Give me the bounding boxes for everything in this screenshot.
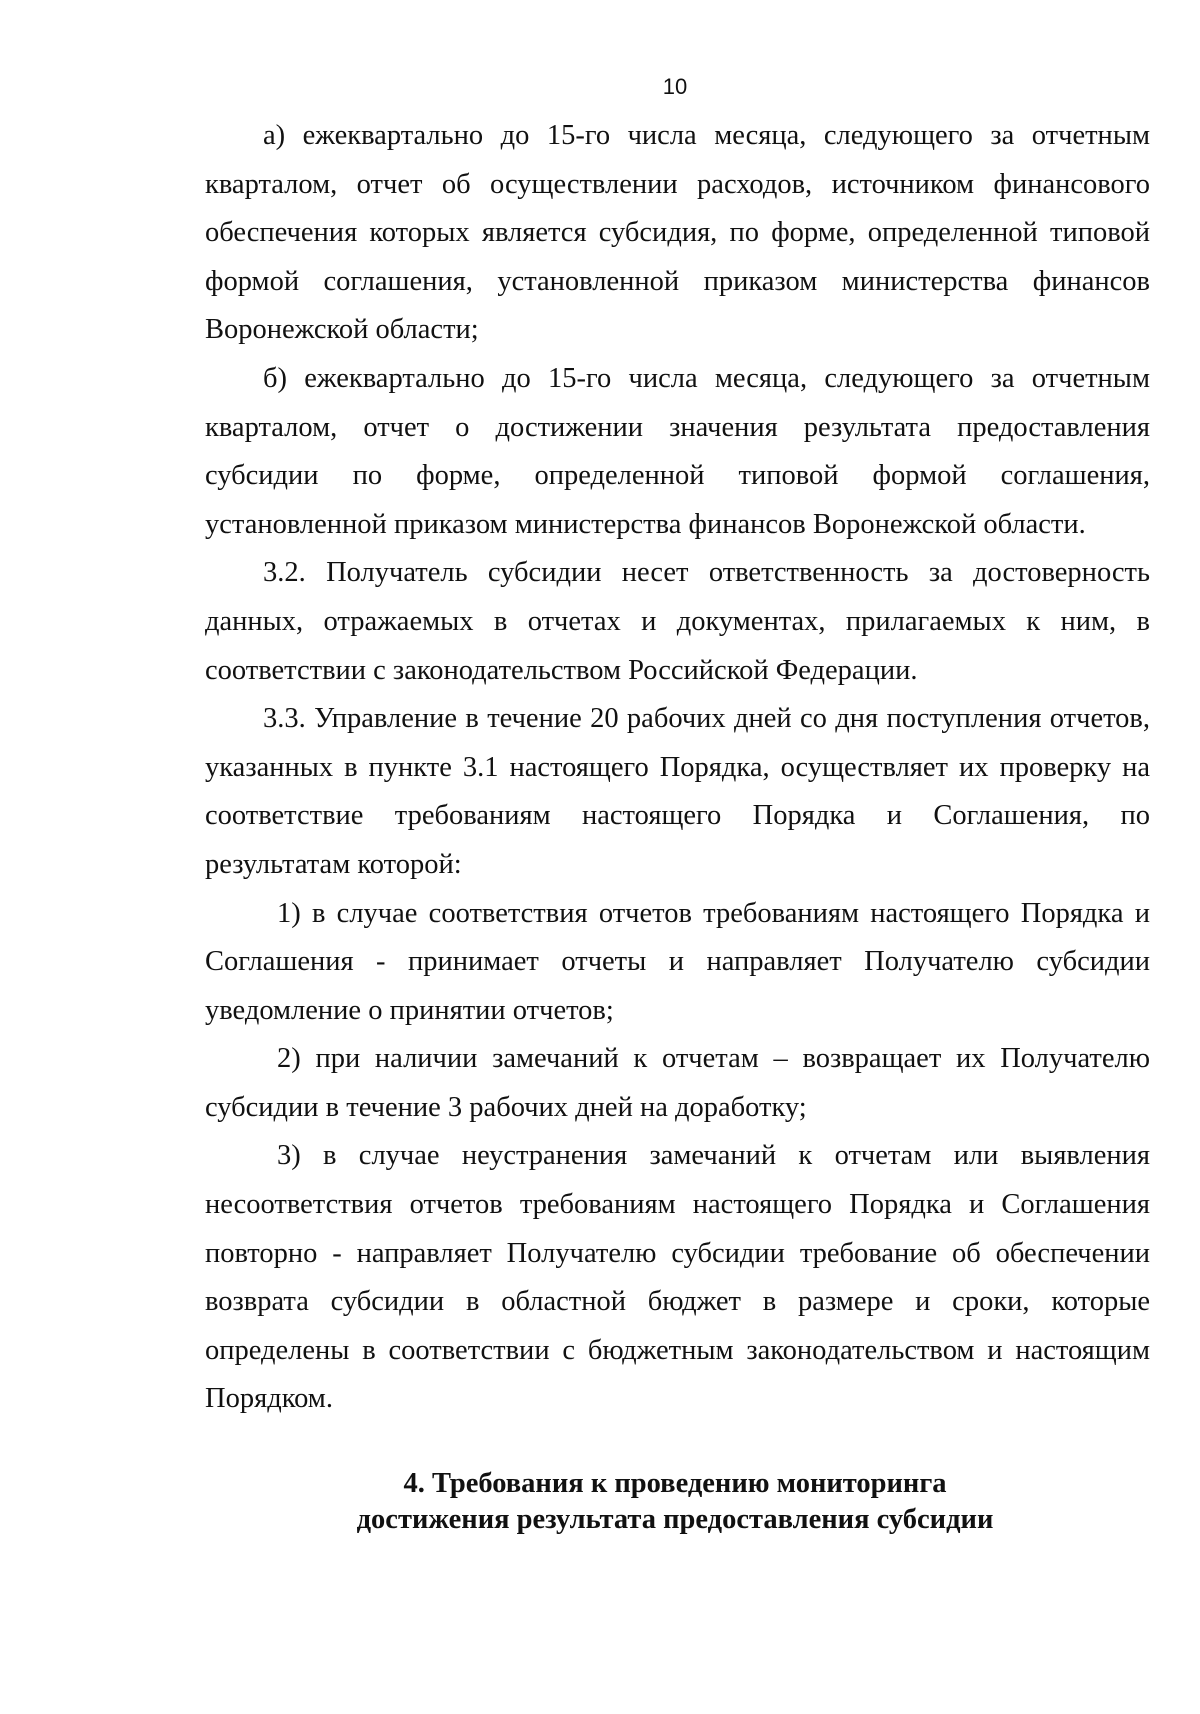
document-body — [205, 112, 1150, 1424]
paragraph-subitem-3: 3) в случае неустранения замечаний к отчетам или выявления несоответствия отчетов требованиям настоящего Порядка и Соглашения повторно - направляет Получателю субсидии требование об обеспечении возврата субсидии в областной бюджет в размере и сроки, которые определены в соответствии с бюджетным законодательством и настоящим Порядком. — [205, 1140, 1150, 1415]
paragraph-3-3: 3.3. Управление в течение 20 рабочих дней со дня поступления отчетов, указанных в пункте 3.1 настоящего Порядка, осуществляет их проверку на соответствие требованиям настоящего Порядка и Соглашения, по результатам которой: — [205, 703, 1150, 880]
paragraph-3-2: 3.2. Получатель субсидии несет ответственность за достоверность данных, отражаемых в отчетах и документах, прилагаемых к ним, в соответствии с законодательством Российской Федерации. — [205, 557, 1150, 686]
section-heading-line2: достижения результата предоставления субсидии — [356, 1504, 994, 1535]
page-number: 10 — [662, 74, 688, 99]
section-heading — [0, 1466, 1200, 1538]
section-heading-line1: 4. Требования к проведению мониторинга — [403, 1468, 947, 1499]
paragraph-subitem-2: 2) при наличии замечаний к отчетам – возвращает их Получателю субсидии в течение 3 рабочих дней на доработку; — [205, 1043, 1150, 1123]
paragraph-item-a: а) ежеквартально до 15-го числа месяца, следующего за отчетным кварталом, отчет об осуществлении расходов, источником финансового обеспечения которых является субсидия, по форме, определенной типовой формой соглашения, установленной приказом министерства финансов Воронежской области; — [205, 120, 1150, 346]
paragraph-item-b: б) ежеквартально до 15-го числа месяца, следующего за отчетным кварталом, отчет о достижении значения результата предоставления субсидии по форме, определенной типовой формой соглашения, установленной приказом министерства финансов Воронежской области. — [205, 362, 1150, 540]
paragraph-subitem-1: 1) в случае соответствия отчетов требованиям настоящего Порядка и Соглашения - принимает отчеты и направляет Получателю субсидии уведомление о принятии отчетов; — [205, 897, 1150, 1026]
